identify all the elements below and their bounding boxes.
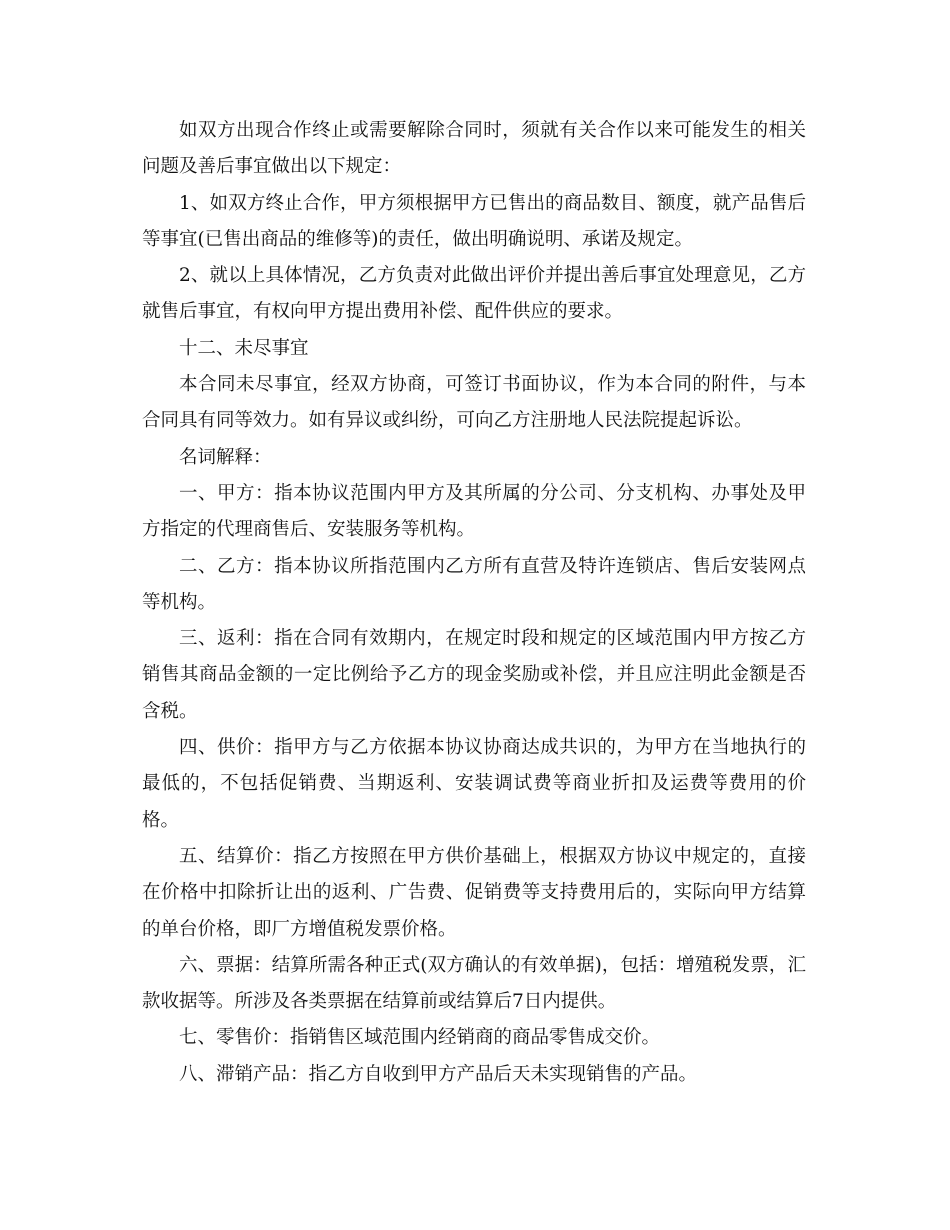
paragraph-clause-1: 1、如双方终止合作，甲方须根据甲方已售出的商品数目、额度，就产品售后等事宜(已售出商品的维修等)的责任，做出明确说明、承诺及规定。 bbox=[142, 192, 806, 250]
glossary-item-party-b: 二、乙方：指本协议所指范围内乙方所有直营及特许连锁店、售后安装网点等机构。 bbox=[142, 555, 806, 613]
glossary-heading: 名词解释： bbox=[179, 446, 272, 468]
glossary-item-supply-price: 四、供价：指甲方与乙方依据本协议协商达成共识的，为甲方在当地执行的最低的，不包括促销费、当期返利、安装调试费等商业折扣及运费等费用的价格。 bbox=[142, 737, 806, 831]
glossary-item-party-a: 一、甲方：指本协议范围内甲方及其所属的分公司、分支机构、办事处及甲方指定的代理商售后、安装服务等机构。 bbox=[142, 482, 806, 541]
paragraph-outstanding-matters: 本合同未尽事宜，经双方协商，可签订书面协议，作为本合同的附件，与本合同具有同等效力。如有异议或纠纷，可向乙方注册地人民法院提起诉讼。 bbox=[142, 374, 806, 432]
glossary-item-retail-price: 七、零售价：指销售区域范围内经销商的商品零售成交价。 bbox=[179, 1027, 661, 1049]
paragraph-termination-intro: 如双方出现合作终止或需要解除合同时，须就有关合作以来可能发生的相关问题及善后事宜做出以下规定： bbox=[142, 120, 806, 178]
glossary-item-rebate: 三、返利：指在合同有效期内，在规定时段和规定的区域范围内甲方按乙方销售其商品金额的一定比例给予乙方的现金奖励或补偿，并且应注明此金额是否含税。 bbox=[142, 628, 806, 722]
glossary-item-slow-moving-products: 八、滞销产品：指乙方自收到甲方产品后天未实现销售的产品。 bbox=[179, 1063, 698, 1085]
glossary-item-settlement-price: 五、结算价：指乙方按照在甲方供价基础上，根据双方协议中规定的，直接在价格中扣除折让出的返利、广告费、促销费等支持费用后的，实际向甲方结算的单台价格，即厂方增值税发票价格。 bbox=[142, 845, 806, 940]
document-body bbox=[142, 113, 806, 1093]
section-heading-outstanding-matters: 十二、未尽事宜 bbox=[179, 337, 309, 359]
glossary-item-bills: 六、票据：结算所需各种正式(双方确认的有效单据)，包括：增殖税发票，汇款收据等。所涉及各类票据在结算前或结算后7日内提供。 bbox=[142, 954, 806, 1013]
paragraph-clause-2: 2、就以上具体情况，乙方负责对此做出评价并提出善后事宜处理意见，乙方就售后事宜，有权向甲方提出费用补偿、配件供应的要求。 bbox=[142, 265, 806, 323]
